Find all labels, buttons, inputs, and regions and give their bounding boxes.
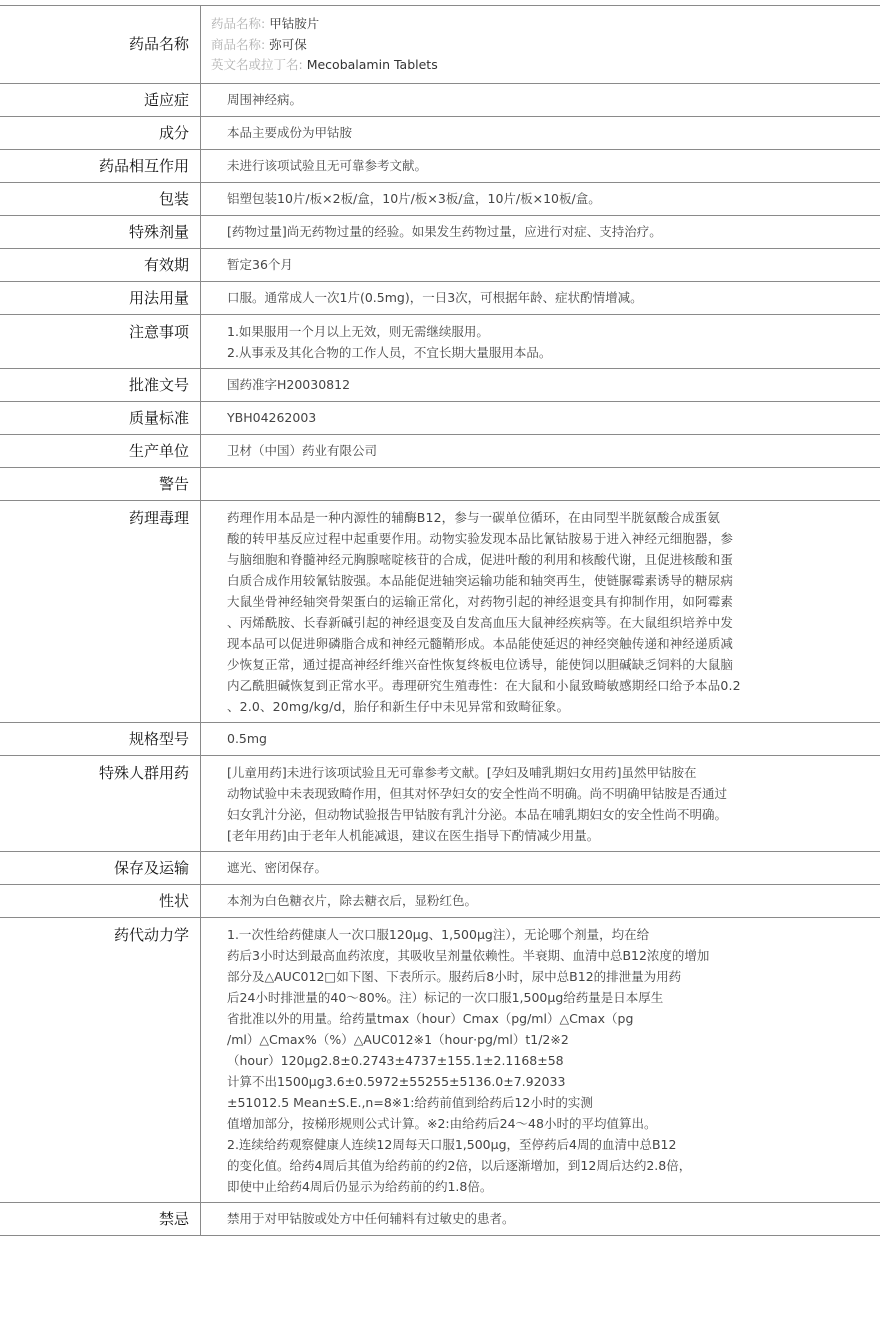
text-line: 内乙酰胆碱恢复到正常水平。毒理研究生殖毒性：在大鼠和小鼠致畸敏感期经口给予本品0.2 <box>227 678 741 693</box>
text-line: 大鼠坐骨神经轴突骨架蛋白的运输正常化，对药物引起的神经退变具有抑制作用，如阿霉素 <box>227 594 734 609</box>
row-contraindications <box>0 1203 880 1236</box>
row-label: 有效期 <box>0 249 201 282</box>
trade-name-key: 商品名称: <box>211 36 266 52</box>
row-storage <box>0 852 880 885</box>
english-name-key: 英文名或拉丁名: <box>211 57 303 72</box>
text-line: 药理作用本品是一种内源性的辅酶B12，参与一碳单位循环，在由同型半胱氨酸合成蛋氨 <box>227 510 720 525</box>
row-label: 特殊人群用药 <box>0 756 201 852</box>
row-value <box>201 918 880 1203</box>
row-value <box>201 315 880 369</box>
row-label: 适应症 <box>0 84 201 117</box>
text-line: 妇女乳汁分泌，但动物试验报告甲钴胺有乳汁分泌。本品在哺乳期妇女的安全性尚不明确。 <box>227 807 728 822</box>
text-line: 少恢复正常，通过提高神经纤维兴奋性恢复终板电位诱导，能使饲以胆碱缺乏饲料的大鼠脑 <box>227 657 734 672</box>
row-overdose <box>0 216 880 249</box>
text-line: 值增加部分，按梯形规则公式计算。※2:由给药后24～48小时的平均值算出。 <box>227 1116 657 1131</box>
row-warning <box>0 468 880 501</box>
row-label: 药品相互作用 <box>0 150 201 183</box>
row-label: 性状 <box>0 885 201 918</box>
row-value: YBH04262003 <box>201 402 880 435</box>
row-label: 批准文号 <box>0 369 201 402</box>
row-value: 0.5mg <box>201 723 880 756</box>
row-value <box>201 756 880 852</box>
row-label: 成分 <box>0 117 201 150</box>
row-special-populations <box>0 756 880 852</box>
row-approval-number <box>0 369 880 402</box>
row-label: 特殊剂量 <box>0 216 201 249</box>
row-pharmacology <box>0 501 880 723</box>
row-label: 注意事项 <box>0 315 201 369</box>
row-indications <box>0 84 880 117</box>
row-specification <box>0 723 880 756</box>
text-line: 省批准以外的用量。给药量tmax（hour）Cmax（pg/ml）△Cmax（pg <box>227 1011 634 1026</box>
text-line: 的变化值。给药4周后其值为给药前的约2倍，以后逐渐增加，到12周后达约2.8倍， <box>227 1158 692 1173</box>
text-line: [儿童用药]未进行该项试验且无可靠参考文献。[孕妇及哺乳期妇女用药]虽然甲钴胺在 <box>227 765 697 780</box>
english-name <box>211 55 872 76</box>
row-appearance <box>0 885 880 918</box>
row-label: 药理毒理 <box>0 501 201 723</box>
row-value: 国药准字H20030812 <box>201 369 880 402</box>
text-line: /ml）△Cmax%（%）△AUC012※1（hour·pg/ml）t1/2※2 <box>227 1032 569 1047</box>
drug-info-table <box>0 5 880 1236</box>
text-line: 白质合成作用较氰钴胺强。本品能促进轴突运输功能和轴突再生，使链脲霉素诱导的糖尿病 <box>227 573 734 588</box>
row-pharmacokinetics <box>0 918 880 1203</box>
text-line: （hour）120μg2.8±0.2743±4737±155.1±2.1168±58 <box>227 1053 564 1068</box>
row-ingredients <box>0 117 880 150</box>
text-line: 计算不出1500μg3.6±0.5972±55255±5136.0±7.92033 <box>227 1074 566 1089</box>
text-line: 、2.0、20mg/kg/d，胎仔和新生仔中未见异常和致畸征象。 <box>227 699 570 714</box>
text-line: 即使中止给药4周后仍显示为给药前的约1.8倍。 <box>227 1179 493 1194</box>
text-line: 、丙烯酰胺、长春新碱引起的神经退变及自发高血压大鼠神经疾病等。在大鼠组织培养中发 <box>227 615 734 630</box>
row-label: 药代动力学 <box>0 918 201 1203</box>
row-value: 禁用于对甲钴胺或处方中任何辅料有过敏史的患者。 <box>201 1203 880 1236</box>
text-line: [老年用药]由于老年人机能减退，建议在医生指导下酌情减少用量。 <box>227 828 600 843</box>
row-value: 口服。通常成人一次1片(0.5mg)，一日3次，可根据年龄、症状酌情增减。 <box>201 282 880 315</box>
row-value: 周围神经病。 <box>201 84 880 117</box>
row-value: 暂定36个月 <box>201 249 880 282</box>
row-shelf-life <box>0 249 880 282</box>
row-value: 遮光、密闭保存。 <box>201 852 880 885</box>
text-line: 与脑细胞和脊髓神经元胸腺嘧啶核苷的合成，促进叶酸的利用和核酸代谢，且促进核酸和蛋 <box>227 552 734 567</box>
row-value: 未进行该项试验且无可靠参考文献。 <box>201 150 880 183</box>
row-value <box>201 468 880 501</box>
row-value: 铝塑包装10片/板×2板/盒，10片/板×3板/盒，10片/板×10板/盒。 <box>201 183 880 216</box>
row-drug-name <box>0 6 880 84</box>
row-manufacturer <box>0 435 880 468</box>
generic-name <box>211 14 872 35</box>
text-line: 药后3小时达到最高血药浓度，其吸收呈剂量依赖性。半衰期、血清中总B12浓度的增加 <box>227 948 710 963</box>
trade-name-value: 弥可保 <box>269 36 307 52</box>
row-dosage <box>0 282 880 315</box>
row-label: 药品名称 <box>0 6 201 84</box>
row-quality-standard <box>0 402 880 435</box>
row-value: 本剂为白色糖衣片，除去糖衣后，显粉红色。 <box>201 885 880 918</box>
generic-name-value: 甲钴胺片 <box>269 16 320 31</box>
row-label: 质量标准 <box>0 402 201 435</box>
row-value <box>201 6 880 84</box>
row-value: 本品主要成份为甲钴胺 <box>201 117 880 150</box>
row-label: 禁忌 <box>0 1203 201 1236</box>
row-label: 保存及运输 <box>0 852 201 885</box>
text-line: 酸的转甲基反应过程中起重要作用。动物实验发现本品比氰钴胺易于进入神经元细胞器，参 <box>227 531 734 546</box>
row-label: 包装 <box>0 183 201 216</box>
text-line: 动物试验中未表现致畸作用，但其对怀孕妇女的安全性尚不明确。尚不明确甲钴胺是否通过 <box>227 786 728 801</box>
row-label: 警告 <box>0 468 201 501</box>
text-line: 2.连续给药观察健康人连续12周每天口服1,500μg，至停药后4周的血清中总B12 <box>227 1137 677 1152</box>
row-label: 生产单位 <box>0 435 201 468</box>
english-name-value: Mecobalamin Tablets <box>306 57 438 72</box>
row-precautions <box>0 315 880 369</box>
text-line: 2.从事汞及其化合物的工作人员，不宜长期大量服用本品。 <box>227 345 552 360</box>
text-line: 1.如果服用一个月以上无效，则无需继续服用。 <box>227 324 489 339</box>
text-line: 后24小时排泄量的40～80%。注）标记的一次口服1,500μg给药量是日本厚生 <box>227 990 664 1005</box>
text-line: 现本品可以促进卵磷脂合成和神经元髓鞘形成。本品能使延迟的神经突触传递和神经递质减 <box>227 636 734 651</box>
row-packaging <box>0 183 880 216</box>
trade-name <box>211 35 872 56</box>
row-value: [药物过量]尚无药物过量的经验。如果发生药物过量，应进行对症、支持治疗。 <box>201 216 880 249</box>
text-line: 部分及△AUC012□如下图、下表所示。服药后8小时，尿中总B12的排泄量为用药 <box>227 969 682 984</box>
row-label: 规格型号 <box>0 723 201 756</box>
row-value <box>201 501 880 723</box>
text-line: ±51012.5 Mean±S.E.,n=8※1:给药前值到给药后12小时的实测 <box>227 1095 593 1110</box>
row-value: 卫材（中国）药业有限公司 <box>201 435 880 468</box>
text-line: 1.一次性给药健康人一次口服120μg、1,500μg注），无论哪个剂量，均在给 <box>227 927 650 942</box>
generic-name-key: 药品名称: <box>211 16 266 31</box>
row-label: 用法用量 <box>0 282 201 315</box>
row-interactions <box>0 150 880 183</box>
